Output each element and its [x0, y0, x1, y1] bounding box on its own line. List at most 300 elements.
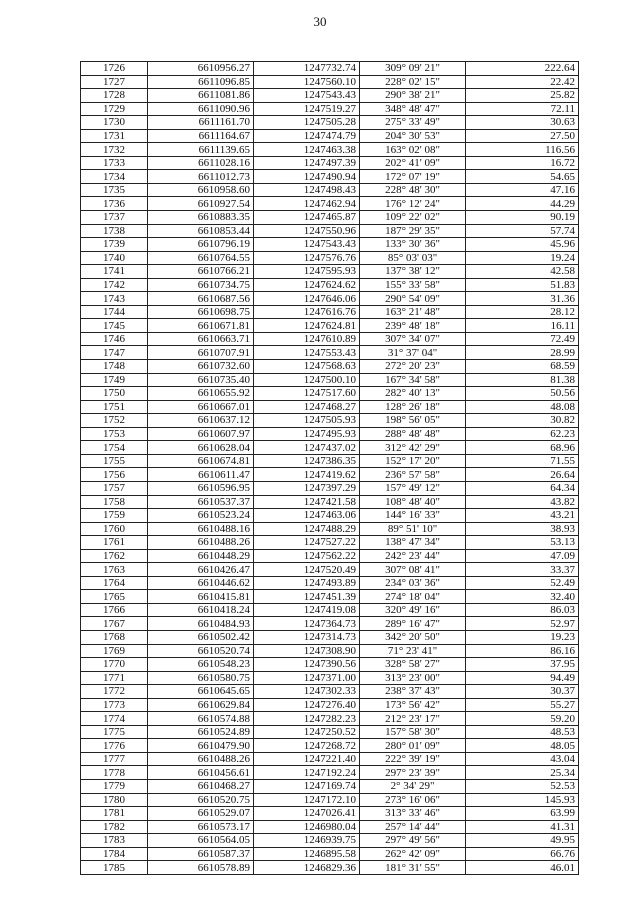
y-coordinate-cell: 1246829.36 [254, 861, 360, 875]
x-coordinate-cell: 6610520.74 [148, 644, 254, 658]
table-row [81, 305, 579, 319]
distance-cell: 55.27 [466, 698, 579, 712]
point-number-cell: 1749 [81, 373, 148, 387]
y-coordinate-cell: 1247624.62 [254, 278, 360, 292]
y-coordinate-cell: 1247314.73 [254, 630, 360, 644]
table-row [81, 89, 579, 103]
point-number-cell: 1770 [81, 658, 148, 672]
x-coordinate-cell: 6610426.47 [148, 563, 254, 577]
distance-cell: 46.01 [466, 861, 579, 875]
bearing-cell: 289° 16' 47" [360, 617, 466, 631]
x-coordinate-cell: 6610529.07 [148, 807, 254, 821]
x-coordinate-cell: 6610573.17 [148, 820, 254, 834]
table-row [81, 522, 579, 536]
point-number-cell: 1757 [81, 481, 148, 495]
table-row [81, 373, 579, 387]
y-coordinate-cell: 1247624.81 [254, 319, 360, 333]
table-row [81, 129, 579, 143]
page-number: 30 [313, 14, 327, 29]
y-coordinate-cell: 1247610.89 [254, 332, 360, 346]
distance-cell: 145.93 [466, 793, 579, 807]
point-number-cell: 1763 [81, 563, 148, 577]
point-number-cell: 1730 [81, 116, 148, 130]
x-coordinate-cell: 6610502.42 [148, 630, 254, 644]
x-coordinate-cell: 6610446.62 [148, 576, 254, 590]
point-number-cell: 1745 [81, 319, 148, 333]
bearing-cell: 290° 54' 09" [360, 292, 466, 306]
point-number-cell: 1776 [81, 739, 148, 753]
table-row [81, 319, 579, 333]
x-coordinate-cell: 6610488.26 [148, 752, 254, 766]
table-row [81, 211, 579, 225]
table-row [81, 752, 579, 766]
table-row [81, 779, 579, 793]
point-number-cell: 1755 [81, 454, 148, 468]
x-coordinate-cell: 6610956.27 [148, 62, 254, 76]
point-number-cell: 1774 [81, 712, 148, 726]
point-number-cell: 1743 [81, 292, 148, 306]
x-coordinate-cell: 6610628.04 [148, 441, 254, 455]
bearing-cell: 262° 42' 09" [360, 847, 466, 861]
y-coordinate-cell: 1247463.38 [254, 143, 360, 157]
x-coordinate-cell: 6610523.24 [148, 509, 254, 523]
y-coordinate-cell: 1247500.10 [254, 373, 360, 387]
y-coordinate-cell: 1247474.79 [254, 129, 360, 143]
x-coordinate-cell: 6610574.88 [148, 712, 254, 726]
bearing-cell: 236° 57' 58" [360, 468, 466, 482]
y-coordinate-cell: 1247560.10 [254, 75, 360, 89]
table-row [81, 590, 579, 604]
point-number-cell: 1740 [81, 251, 148, 265]
table-row [81, 630, 579, 644]
point-number-cell: 1750 [81, 387, 148, 401]
y-coordinate-cell: 1247493.89 [254, 576, 360, 590]
table-row [81, 278, 579, 292]
bearing-cell: 144° 16' 33" [360, 509, 466, 523]
bearing-cell: 163° 02' 08" [360, 143, 466, 157]
table-row [81, 698, 579, 712]
x-coordinate-cell: 6610663.71 [148, 332, 254, 346]
y-coordinate-cell: 1246895.58 [254, 847, 360, 861]
y-coordinate-cell: 1247276.40 [254, 698, 360, 712]
point-number-cell: 1772 [81, 685, 148, 699]
table-row [81, 549, 579, 563]
bearing-cell: 313° 23' 00" [360, 671, 466, 685]
table-row [81, 603, 579, 617]
x-coordinate-cell: 6610488.26 [148, 536, 254, 550]
distance-cell: 52.49 [466, 576, 579, 590]
table-row [81, 441, 579, 455]
distance-cell: 81.38 [466, 373, 579, 387]
y-coordinate-cell: 1247451.39 [254, 590, 360, 604]
coordinate-table-body [81, 62, 579, 875]
y-coordinate-cell: 1247498.43 [254, 183, 360, 197]
bearing-cell: 312° 42' 29" [360, 441, 466, 455]
distance-cell: 28.99 [466, 346, 579, 360]
point-number-cell: 1767 [81, 617, 148, 631]
point-number-cell: 1726 [81, 62, 148, 76]
bearing-cell: 297° 23' 39" [360, 766, 466, 780]
x-coordinate-cell: 6610629.84 [148, 698, 254, 712]
table-row [81, 62, 579, 76]
distance-cell: 86.16 [466, 644, 579, 658]
bearing-cell: 202° 41' 09" [360, 156, 466, 170]
point-number-cell: 1777 [81, 752, 148, 766]
point-number-cell: 1739 [81, 238, 148, 252]
x-coordinate-cell: 6611096.85 [148, 75, 254, 89]
y-coordinate-cell: 1247732.74 [254, 62, 360, 76]
point-number-cell: 1785 [81, 861, 148, 875]
y-coordinate-cell: 1247520.49 [254, 563, 360, 577]
y-coordinate-cell: 1247192.24 [254, 766, 360, 780]
x-coordinate-cell: 6610468.27 [148, 779, 254, 793]
y-coordinate-cell: 1247616.76 [254, 305, 360, 319]
distance-cell: 19.24 [466, 251, 579, 265]
y-coordinate-cell: 1247517.60 [254, 387, 360, 401]
point-number-cell: 1753 [81, 427, 148, 441]
table-row [81, 685, 579, 699]
point-number-cell: 1748 [81, 360, 148, 374]
x-coordinate-cell: 6610655.92 [148, 387, 254, 401]
x-coordinate-cell: 6610764.55 [148, 251, 254, 265]
distance-cell: 59.20 [466, 712, 579, 726]
distance-cell: 47.09 [466, 549, 579, 563]
bearing-cell: 167° 34' 58" [360, 373, 466, 387]
bearing-cell: 273° 16' 06" [360, 793, 466, 807]
bearing-cell: 288° 48' 48" [360, 427, 466, 441]
x-coordinate-cell: 6610524.89 [148, 725, 254, 739]
bearing-cell: 320° 49' 16" [360, 603, 466, 617]
distance-cell: 72.11 [466, 102, 579, 116]
x-coordinate-cell: 6610637.12 [148, 414, 254, 428]
y-coordinate-cell: 1247390.56 [254, 658, 360, 672]
x-coordinate-cell: 6610418.24 [148, 603, 254, 617]
distance-cell: 44.29 [466, 197, 579, 211]
table-row [81, 238, 579, 252]
bearing-cell: 282° 40' 13" [360, 387, 466, 401]
bearing-cell: 198° 56' 05" [360, 414, 466, 428]
distance-cell: 33.37 [466, 563, 579, 577]
x-coordinate-cell: 6610667.01 [148, 400, 254, 414]
table-row [81, 360, 579, 374]
table-row [81, 847, 579, 861]
x-coordinate-cell: 6610596.95 [148, 481, 254, 495]
y-coordinate-cell: 1247437.02 [254, 441, 360, 455]
table-row [81, 156, 579, 170]
point-number-cell: 1729 [81, 102, 148, 116]
point-number-cell: 1737 [81, 211, 148, 225]
y-coordinate-cell: 1247568.63 [254, 360, 360, 374]
table-row [81, 468, 579, 482]
point-number-cell: 1741 [81, 265, 148, 279]
point-number-cell: 1752 [81, 414, 148, 428]
point-number-cell: 1727 [81, 75, 148, 89]
x-coordinate-cell: 6611161.70 [148, 116, 254, 130]
point-number-cell: 1735 [81, 183, 148, 197]
y-coordinate-cell: 1247505.93 [254, 414, 360, 428]
bearing-cell: 157° 49' 12" [360, 481, 466, 495]
bearing-cell: 71° 23' 41" [360, 644, 466, 658]
x-coordinate-cell: 6610520.75 [148, 793, 254, 807]
point-number-cell: 1775 [81, 725, 148, 739]
point-number-cell: 1732 [81, 143, 148, 157]
table-row [81, 481, 579, 495]
table-row [81, 644, 579, 658]
table-row [81, 509, 579, 523]
y-coordinate-cell: 1247462.94 [254, 197, 360, 211]
bearing-cell: 2° 34' 29" [360, 779, 466, 793]
bearing-cell: 173° 56' 42" [360, 698, 466, 712]
x-coordinate-cell: 6610564.05 [148, 834, 254, 848]
bearing-cell: 204° 30' 53" [360, 129, 466, 143]
y-coordinate-cell: 1247543.43 [254, 89, 360, 103]
distance-cell: 45.96 [466, 238, 579, 252]
point-number-cell: 1784 [81, 847, 148, 861]
y-coordinate-cell: 1246980.04 [254, 820, 360, 834]
bearing-cell: 280° 01' 09" [360, 739, 466, 753]
table-row [81, 197, 579, 211]
bearing-cell: 328° 58' 27" [360, 658, 466, 672]
y-coordinate-cell: 1247419.08 [254, 603, 360, 617]
x-coordinate-cell: 6610766.21 [148, 265, 254, 279]
table-row [81, 102, 579, 116]
distance-cell: 22.42 [466, 75, 579, 89]
y-coordinate-cell: 1247562.22 [254, 549, 360, 563]
point-number-cell: 1733 [81, 156, 148, 170]
table-row [81, 793, 579, 807]
bearing-cell: 155° 33' 58" [360, 278, 466, 292]
point-number-cell: 1738 [81, 224, 148, 238]
y-coordinate-cell: 1247576.76 [254, 251, 360, 265]
bearing-cell: 181° 31' 55" [360, 861, 466, 875]
distance-cell: 86.03 [466, 603, 579, 617]
distance-cell: 37.95 [466, 658, 579, 672]
bearing-cell: 138° 47' 34" [360, 536, 466, 550]
distance-cell: 52.97 [466, 617, 579, 631]
y-coordinate-cell: 1247550.96 [254, 224, 360, 238]
table-row [81, 495, 579, 509]
x-coordinate-cell: 6610853.44 [148, 224, 254, 238]
distance-cell: 53.13 [466, 536, 579, 550]
bearing-cell: 163° 21' 48" [360, 305, 466, 319]
table-row [81, 400, 579, 414]
y-coordinate-cell: 1247026.41 [254, 807, 360, 821]
distance-cell: 48.08 [466, 400, 579, 414]
distance-cell: 30.63 [466, 116, 579, 130]
point-number-cell: 1780 [81, 793, 148, 807]
distance-cell: 43.21 [466, 509, 579, 523]
distance-cell: 42.58 [466, 265, 579, 279]
distance-cell: 72.49 [466, 332, 579, 346]
table-row [81, 617, 579, 631]
distance-cell: 30.82 [466, 414, 579, 428]
point-number-cell: 1736 [81, 197, 148, 211]
point-number-cell: 1756 [81, 468, 148, 482]
x-coordinate-cell: 6611081.86 [148, 89, 254, 103]
y-coordinate-cell: 1247250.52 [254, 725, 360, 739]
bearing-cell: 290° 38' 21" [360, 89, 466, 103]
bearing-cell: 228° 02' 15" [360, 75, 466, 89]
distance-cell: 51.83 [466, 278, 579, 292]
y-coordinate-cell: 1247646.06 [254, 292, 360, 306]
point-number-cell: 1778 [81, 766, 148, 780]
y-coordinate-cell: 1247169.74 [254, 779, 360, 793]
x-coordinate-cell: 6610698.75 [148, 305, 254, 319]
y-coordinate-cell: 1247505.28 [254, 116, 360, 130]
table-row [81, 346, 579, 360]
y-coordinate-cell: 1247553.43 [254, 346, 360, 360]
x-coordinate-cell: 6610687.56 [148, 292, 254, 306]
x-coordinate-cell: 6610611.47 [148, 468, 254, 482]
table-row [81, 387, 579, 401]
distance-cell: 116.56 [466, 143, 579, 157]
point-number-cell: 1783 [81, 834, 148, 848]
bearing-cell: 109° 22' 02" [360, 211, 466, 225]
y-coordinate-cell: 1247463.06 [254, 509, 360, 523]
y-coordinate-cell: 1247488.29 [254, 522, 360, 536]
table-row [81, 807, 579, 821]
distance-cell: 64.34 [466, 481, 579, 495]
distance-cell: 19.23 [466, 630, 579, 644]
bearing-cell: 172° 07' 19" [360, 170, 466, 184]
distance-cell: 25.82 [466, 89, 579, 103]
table-row [81, 454, 579, 468]
table-row [81, 861, 579, 875]
bearing-cell: 274° 18' 04" [360, 590, 466, 604]
point-number-cell: 1761 [81, 536, 148, 550]
y-coordinate-cell: 1247595.93 [254, 265, 360, 279]
point-number-cell: 1744 [81, 305, 148, 319]
y-coordinate-cell: 1246939.75 [254, 834, 360, 848]
point-number-cell: 1728 [81, 89, 148, 103]
bearing-cell: 187° 29' 35" [360, 224, 466, 238]
x-coordinate-cell: 6610479.90 [148, 739, 254, 753]
bearing-cell: 272° 20' 23" [360, 360, 466, 374]
distance-cell: 54.65 [466, 170, 579, 184]
point-number-cell: 1746 [81, 332, 148, 346]
point-number-cell: 1742 [81, 278, 148, 292]
bearing-cell: 222° 39' 19" [360, 752, 466, 766]
point-number-cell: 1766 [81, 603, 148, 617]
table-row [81, 414, 579, 428]
x-coordinate-cell: 6610537.37 [148, 495, 254, 509]
distance-cell: 50.56 [466, 387, 579, 401]
table-row [81, 766, 579, 780]
distance-cell: 63.99 [466, 807, 579, 821]
x-coordinate-cell: 6611139.65 [148, 143, 254, 157]
y-coordinate-cell: 1247490.94 [254, 170, 360, 184]
bearing-cell: 297° 49' 56" [360, 834, 466, 848]
bearing-cell: 307° 34' 07" [360, 332, 466, 346]
table-row [81, 427, 579, 441]
bearing-cell: 313° 33' 46" [360, 807, 466, 821]
distance-cell: 90.19 [466, 211, 579, 225]
x-coordinate-cell: 6610883.35 [148, 211, 254, 225]
bearing-cell: 307° 08' 41" [360, 563, 466, 577]
y-coordinate-cell: 1247386.35 [254, 454, 360, 468]
y-coordinate-cell: 1247364.73 [254, 617, 360, 631]
y-coordinate-cell: 1247465.87 [254, 211, 360, 225]
x-coordinate-cell: 6610488.16 [148, 522, 254, 536]
bearing-cell: 85° 03' 03" [360, 251, 466, 265]
point-number-cell: 1731 [81, 129, 148, 143]
bearing-cell: 309° 09' 21" [360, 62, 466, 76]
distance-cell: 71.55 [466, 454, 579, 468]
x-coordinate-cell: 6610456.61 [148, 766, 254, 780]
distance-cell: 41.31 [466, 820, 579, 834]
point-number-cell: 1764 [81, 576, 148, 590]
bearing-cell: 342° 20' 50" [360, 630, 466, 644]
distance-cell: 52.53 [466, 779, 579, 793]
x-coordinate-cell: 6610580.75 [148, 671, 254, 685]
distance-cell: 31.36 [466, 292, 579, 306]
distance-cell: 48.05 [466, 739, 579, 753]
table-row [81, 658, 579, 672]
x-coordinate-cell: 6610927.54 [148, 197, 254, 211]
y-coordinate-cell: 1247172.10 [254, 793, 360, 807]
bearing-cell: 128° 26' 18" [360, 400, 466, 414]
bearing-cell: 257° 14' 44" [360, 820, 466, 834]
point-number-cell: 1760 [81, 522, 148, 536]
distance-cell: 48.53 [466, 725, 579, 739]
point-number-cell: 1751 [81, 400, 148, 414]
point-number-cell: 1782 [81, 820, 148, 834]
distance-cell: 47.16 [466, 183, 579, 197]
table-row [81, 183, 579, 197]
bearing-cell: 234° 03' 36" [360, 576, 466, 590]
bearing-cell: 238° 37' 43" [360, 685, 466, 699]
x-coordinate-cell: 6610448.29 [148, 549, 254, 563]
bearing-cell: 89° 51' 10" [360, 522, 466, 536]
distance-cell: 26.64 [466, 468, 579, 482]
y-coordinate-cell: 1247497.39 [254, 156, 360, 170]
table-row [81, 536, 579, 550]
distance-cell: 16.72 [466, 156, 579, 170]
bearing-cell: 275° 33' 49" [360, 116, 466, 130]
bearing-cell: 152° 17' 20" [360, 454, 466, 468]
distance-cell: 49.95 [466, 834, 579, 848]
point-number-cell: 1781 [81, 807, 148, 821]
distance-cell: 43.04 [466, 752, 579, 766]
bearing-cell: 137° 38' 12" [360, 265, 466, 279]
table-row [81, 292, 579, 306]
x-coordinate-cell: 6610674.81 [148, 454, 254, 468]
bearing-cell: 348° 48' 47" [360, 102, 466, 116]
y-coordinate-cell: 1247419.62 [254, 468, 360, 482]
y-coordinate-cell: 1247282.23 [254, 712, 360, 726]
bearing-cell: 133° 30' 36" [360, 238, 466, 252]
bearing-cell: 239° 48' 18" [360, 319, 466, 333]
y-coordinate-cell: 1247221.40 [254, 752, 360, 766]
y-coordinate-cell: 1247371.00 [254, 671, 360, 685]
x-coordinate-cell: 6610578.89 [148, 861, 254, 875]
bearing-cell: 108° 48' 40" [360, 495, 466, 509]
x-coordinate-cell: 6611028.16 [148, 156, 254, 170]
point-number-cell: 1765 [81, 590, 148, 604]
x-coordinate-cell: 6610548.23 [148, 658, 254, 672]
y-coordinate-cell: 1247519.27 [254, 102, 360, 116]
y-coordinate-cell: 1247308.90 [254, 644, 360, 658]
point-number-cell: 1768 [81, 630, 148, 644]
distance-cell: 25.34 [466, 766, 579, 780]
y-coordinate-cell: 1247268.72 [254, 739, 360, 753]
x-coordinate-cell: 6610587.37 [148, 847, 254, 861]
x-coordinate-cell: 6610607.97 [148, 427, 254, 441]
x-coordinate-cell: 6610732.60 [148, 360, 254, 374]
point-number-cell: 1759 [81, 509, 148, 523]
point-number-cell: 1747 [81, 346, 148, 360]
table-row [81, 712, 579, 726]
